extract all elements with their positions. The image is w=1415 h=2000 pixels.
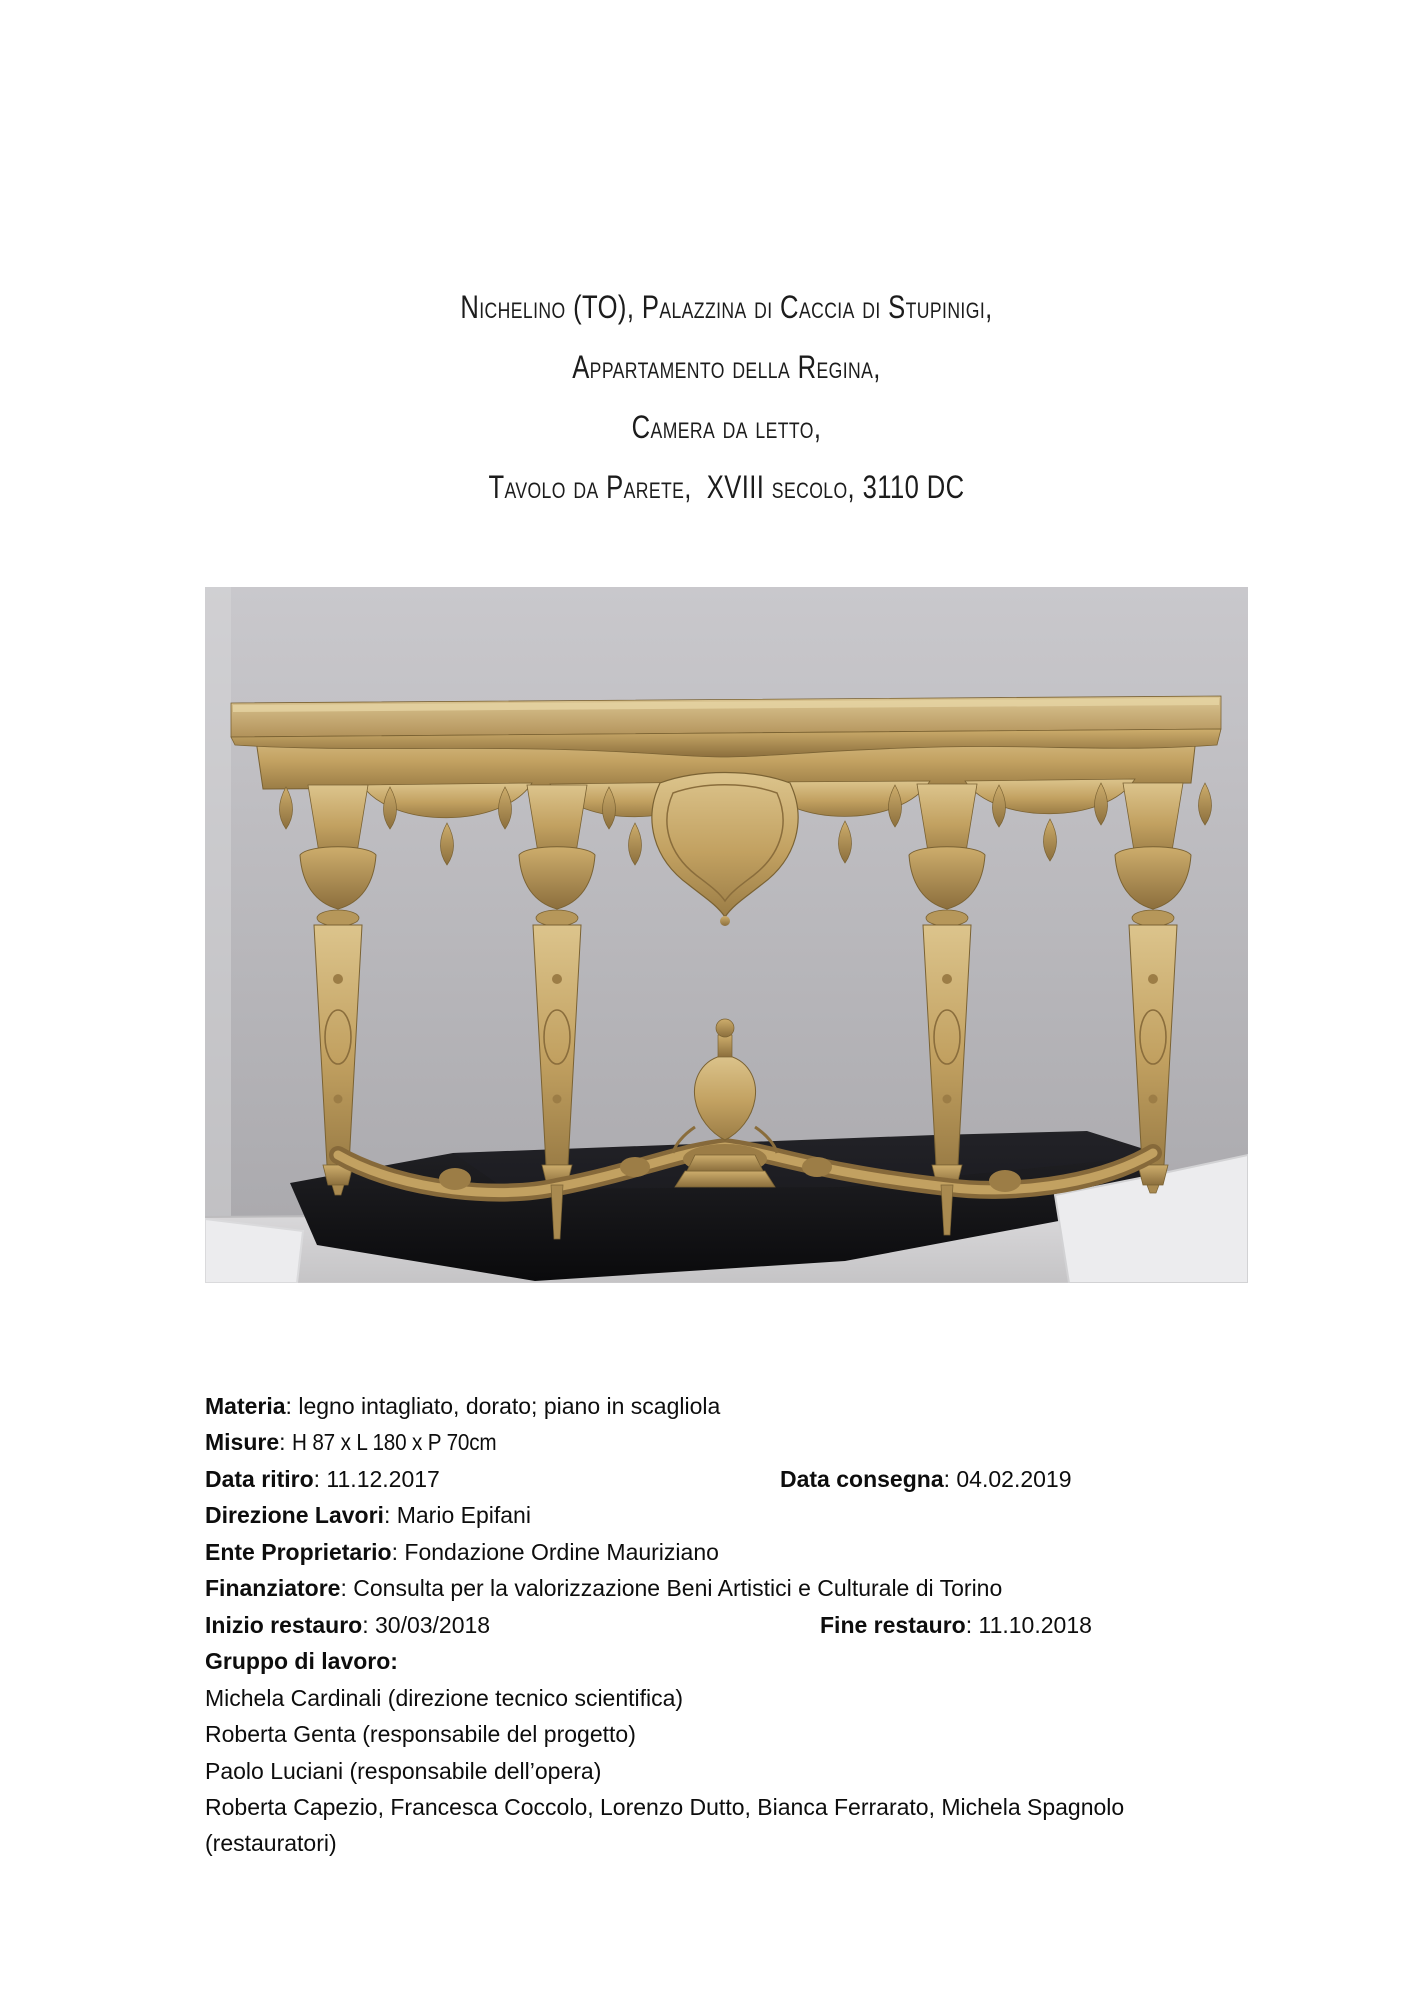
- team-member: Roberta Capezio, Francesca Coccolo, Lorenzo Dutto, Bianca Ferrarato, Michela Spagnolo: [205, 1793, 1125, 1820]
- meta-value: 11.12.2017: [326, 1465, 440, 1492]
- console-table-illustration: [205, 587, 1248, 1283]
- team-member-role: [205, 1825, 1325, 1861]
- meta-label: Ente Proprietario: [205, 1538, 392, 1565]
- meta-value: 04.02.2019: [956, 1465, 1072, 1492]
- document-title: [205, 277, 1248, 517]
- meta-label: Data ritiro: [205, 1465, 314, 1492]
- meta-row-direzione: Direzione Lavori: Mario Epifani: [205, 1502, 531, 1529]
- title-line-object: Tavolo da Parete, XVIII secolo, 3110 DC: [488, 469, 965, 505]
- meta-value: H 87 x L 180 x P 70cm: [291, 1429, 497, 1456]
- team-member: Roberta Genta (responsabile del progetto): [205, 1721, 636, 1748]
- meta-label: Gruppo di lavoro: [205, 1648, 391, 1675]
- meta-value: Mario Epifani: [396, 1502, 531, 1529]
- meta-value: Fondazione Ordine Mauriziano: [404, 1538, 719, 1565]
- meta-col2: Fine restauro: 11.10.2018: [820, 1611, 1092, 1638]
- meta-label: Inizio restauro: [205, 1611, 363, 1638]
- team-member: Paolo Luciani (responsabile dell’opera): [205, 1757, 602, 1784]
- team-member-row: [205, 1680, 1325, 1716]
- team-member-row: [205, 1753, 1325, 1789]
- meta-col2: Data consegna: 04.02.2019: [780, 1465, 1072, 1492]
- meta-label: Direzione Lavori: [205, 1502, 384, 1529]
- meta-row-date: Data ritiro: 11.12.2017 Data consegna: 04.02.2019: [205, 1461, 1325, 1497]
- team-member-row: [205, 1716, 1325, 1752]
- title-line-room: Camera da letto,: [631, 409, 822, 445]
- foam-block-left: [205, 1219, 303, 1283]
- meta-row-misure: Misure: H 87 x L 180 x P 70cm: [205, 1424, 1325, 1460]
- restoration-details: [205, 1388, 1325, 1862]
- meta-row-gruppo: Gruppo di lavoro:: [205, 1648, 398, 1675]
- meta-label: Finanziatore: [205, 1575, 341, 1602]
- meta-value: legno intagliato, dorato; piano in scagliola: [298, 1393, 721, 1419]
- team-member: Michela Cardinali (direzione tecnico scientifica): [205, 1684, 684, 1711]
- meta-row-materia: Materia: legno intagliato, dorato; piano in scagliola: [205, 1393, 721, 1419]
- meta-label: Data consegna: [780, 1465, 944, 1492]
- meta-row-restauro: Inizio restauro: 30/03/2018 Fine restauro: 11.10.2018: [205, 1607, 1325, 1643]
- meta-value: 30/03/2018: [374, 1611, 491, 1638]
- team-member: (restauratori): [205, 1830, 337, 1857]
- meta-value: Consulta per la valorizzazione Beni Artistici e Culturale di Torino: [353, 1575, 1003, 1602]
- meta-value: 11.10.2018: [978, 1611, 1092, 1638]
- title-line-location: Nichelino (TO), Palazzina di Caccia di Stupinigi,: [460, 289, 993, 325]
- meta-row-ente: Ente Proprietario: Fondazione Ordine Mauriziano: [205, 1538, 719, 1565]
- meta-label: Misure: [205, 1429, 280, 1456]
- meta-row-finanziatore: Finanziatore: Consulta per la valorizzazione Beni Artistici e Culturale di Torino: [205, 1575, 1003, 1602]
- meta-label: Fine restauro: [820, 1611, 966, 1638]
- console-table-photo: [205, 587, 1248, 1283]
- meta-label: Materia: [205, 1393, 286, 1419]
- team-member-row: [205, 1789, 1325, 1825]
- title-line-apartment: Appartamento della Regina,: [572, 349, 881, 385]
